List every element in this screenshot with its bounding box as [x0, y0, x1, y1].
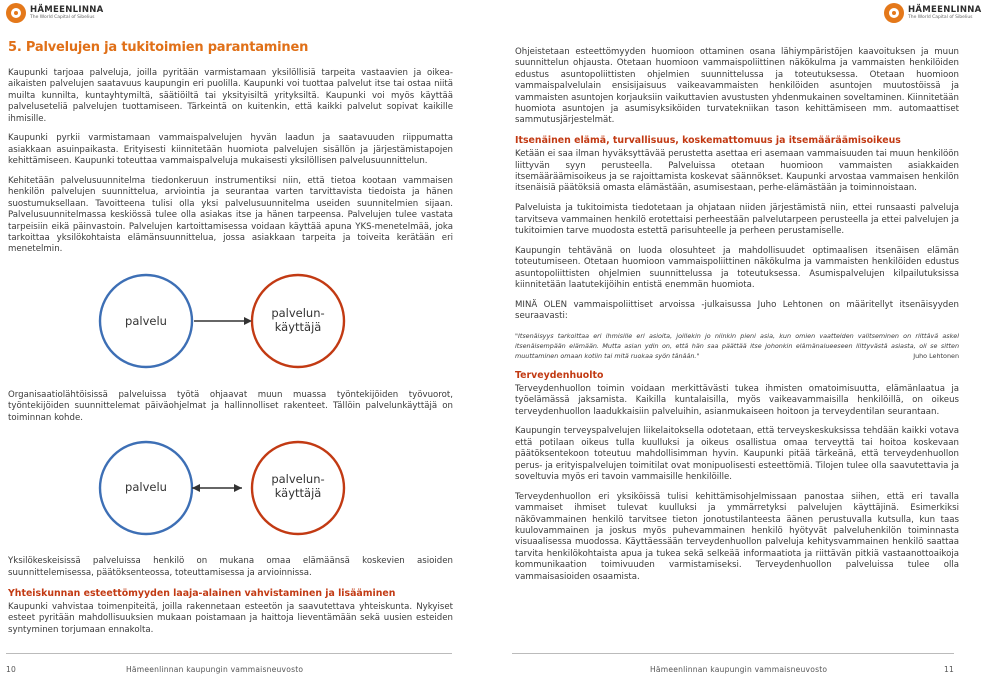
quote-block	[515, 331, 959, 361]
logo-tagline: The World Capital of Sibelius	[30, 14, 95, 20]
footer-title-right: Hämeenlinnan kaupungin vammaisneuvosto	[650, 665, 828, 674]
paragraph: Kehitetään palvelusuunnitelma tiedonkeruun instrumentiksi niin, että tietoa kootaan vammaisen henkilön palvelujen suunnittelua, arviointia ja seurantaa varten tarvittavista tiedoista ja hänen suostumuksellaan. Tavoitteena tulisi olla yksi palvelusuunnitelma useiden suunnitelmien sijaan. Palvelusuunnitelmassa keskiössä tulee olla asiakas itse ja hänen tarpeensa. Palvelujen tulee vastata tarpeisiin eikä päinvastoin. Palvelujen kartoittamisessa voidaan käyttää apuna YKS-menetelmää, joka tarkoittaa yksilökohtaista elämänsuunnittelua, jossa asiakkaan tarpeita ja toiveita kerätään eri menetelmin.	[8, 176, 453, 255]
diagram-svg	[8, 432, 453, 552]
node-label-user-line1: palvelun-	[271, 305, 325, 320]
logo-right	[884, 3, 982, 23]
paragraph: Terveydenhuollon toimin voidaan merkittävästi tukea ihmisten omatoimisuutta, elämänlaatua ja työelämässä jaksamista. Kaikilla kuntalaisilla, myös vaikeavammaisilla henkilöillä, on oikeus terveydenhuollon laadukkaisiin palveluihin, asianmukaiseen hoitoon ja terveydentilan seurantaan.	[515, 383, 959, 417]
paragraph: Kaupunki vahvistaa toimenpiteitä, joilla rakennetaan esteetön ja saavutettava yhteiskunta. Nykyiset esteet pyritään mahdollisuuksien mukaan poistamaan ja haittoja lieventämään sekä uusien esteiden syntyminen torjumaan ennakolta.	[8, 601, 453, 635]
quote-author: Juho Lehtonen	[913, 351, 959, 360]
section-heading: Yhteiskunnan esteettömyyden laaja-alainen vahvistaminen ja lisääminen	[8, 587, 396, 599]
right-column	[515, 47, 959, 591]
sun-logo-icon	[6, 3, 26, 23]
node-label-palvelu: palvelu	[125, 480, 167, 495]
paragraph: Kaupungin terveyspalvelujen liikelaitoksella odotetaan, että terveyskeskuksissa tehdään kaikki votava että potilaan oikeus tulla kuulluksi ja oikeus osallistua omaa terveyttä tai hoitoa koskevaan päätöksentekoon toteutuu mahdollisimman hyvin. Kaupunki pitää tärkeänä, että terveydenhuollon perus- ja erityispalvelujen toimitilat ovat monipuolisesti esteettömiä. Tilojen tulee olla saavutettavia ja soveltuvia myös eri tavoin vammaisille henkilöille.	[515, 426, 959, 482]
logo-name: HÄMEENLINNA	[30, 4, 104, 15]
page-number-right: 11	[944, 665, 955, 674]
footer-divider	[512, 653, 954, 654]
person-centred-diagram	[8, 432, 453, 552]
node-label-palvelu: palvelu	[125, 313, 167, 328]
paragraph: Terveydenhuollon eri yksiköissä tulisi kehittämisohjelmissaan panostaa siihen, että eri tavalla vammaiset ihmiset tulevat kuulluksi ja ymmärretyksi palvelujen käyttäjinä. Esimerkiksi näkövammainen henkilö tarvitsee tieton jonotustilanteesta äänen perustuvalla kutsulla, kun taas kuulovammainen ja joskus myös puhevammainen henkilö hyötyvät palveluhenkilön toiminnasta visuaalisessa muodossa. Käyttäessään terveydenhuollon palveluja kehitysvammainen henkilö saattaa tarvita henkilökohtaista apua ja tukea sekä selkeää informaatiota ja riittävän pitkiä vastaanottoaikoja kommunikaation toimivuuden varmistamiseksi. Terveydenhuollon palveluissa tulee olla vammaisasioiden osaamista.	[515, 491, 959, 582]
logo-left	[6, 3, 104, 23]
footer-divider	[6, 653, 452, 654]
paragraph: Ohjeistetaan esteettömyyden huomioon ottaminen osana lähiympäristöjen kaavoituksen ja muun suunnittelun ohjausta. Otetaan huomioon vammaispoliittinen näkökulma ja vammaisten henkilöiden edustus asuntopoliittisten ohjelmien suunnittelussa ja toteutuksessa. Otetaan huomioon vammaispalvelulain ensisijaisuus vaikeavammaisten henkilöiden asuntojen muutostöissä ja vammaisten asuntojen korjauksiin vaikuttavien avustusten yhdenmukainen soveltaminen. Kiinnitetään huomiota asuntojen ja asumisyksiköiden turvatekniikan tason kehittämiseen mm. automaattiset sammutusjärjestelmät.	[515, 47, 959, 126]
node-label-user-line2: käyttäjä	[274, 486, 322, 501]
paragraph: Palveluista ja tukitoimista tiedotetaan ja ohjataan niiden järjestämistä niin, ettei runsaasti palveluja tarvitseva vammainen henkilö erotettaisi perheestään palvelutarpeen perusteella ja ettei palvelujen ja tukitoimien tarve muodosta estettä parisuhteelle ja perheen perustamiselle.	[515, 203, 959, 237]
diagram-svg	[8, 266, 453, 386]
quote-text: "Itsenäisyys tarkoittaa eri ihmisille eri asioita, joillekin jo niinkin pieni asia, kun omien vaatteiden valitseminen on riittävä askel itsenäisempään elämään. Mutta asian ydin on, että hän saa päättää itse johonkin elämänalueeseen liittyvästä asiasta, oli se sitten muuttaminen omaan kotiin tai mitä ruokaa syön tänään."	[515, 331, 959, 360]
section-heading: Terveydenhuolto	[515, 369, 604, 381]
section-heading: Itsenäinen elämä, turvallisuus, koskemattomuus ja itsemääräämisoikeus	[515, 135, 901, 147]
paragraph: Kaupunki tarjoaa palveluja, joilla pyritään varmistamaan yksilöllisiä tarpeita vastaavien ja oikea-aikaisten palvelujen saatavuus kaupungin eri puolilla. Kaupunki voi tuottaa palvelut itse tai ostaa niitä muilta kunnilta, kuntayhtymiltä, säätiöiltä tai yksityisiltä yrityksiltä. Kaupunki voi myös käyttää palveluseteliä palvelujen tuottamiseen. Tärkeintä on kuitenkin, että kaikki palvelut sopivat kaikille ihmisille.	[8, 68, 453, 124]
page-footer	[0, 653, 960, 686]
paragraph: MINÄ OLEN vammaispoliittiset arvoissa -julkaisussa Juho Lehtonen on määritellyt itsenäisyyden seuraavasti:	[515, 299, 959, 322]
paragraph: Yksilökeskeisissä palveluissa henkilö on mukana omaa elämäänsä koskevien asioiden suunnittelemisessa, päätöksenteossa, toteuttamisessa ja arvioinnissa.	[8, 556, 453, 578]
paragraph: Kaupungin tehtävänä on luoda olosuhteet ja mahdollisuudet optimaalisen itsenäisen elämän toteutumiseen. Otetaan huomioon vammaispoliittinen näkökulma ja vammaisten henkilöiden edustus asuntopoliittisten ohjelmien suunnittelussa ja toteutuksessa. Asumispalvelujen kilpailutuksissa kiinnitetään laatutekijöihin entistä enemmän huomiota.	[515, 245, 959, 291]
left-column	[8, 40, 453, 644]
organisation-centred-diagram	[8, 266, 453, 386]
logo-name: HÄMEENLINNA	[908, 4, 982, 15]
logo-tagline: The World Capital of Sibelius	[908, 14, 973, 20]
paragraph: Ketään ei saa ilman hyväksyttävää perustetta asettaa eri asemaan vammaisuuden tai muun henkilöön liittyvän syyn perusteella. Palveluissa otetaan huomioon vammaisten asiakkaiden itsemääräämisoikeus ja se rajoittamista koskevat säännökset. Kaupunki arvostaa vammaisen henkilön itsenäisiä päätöksiä omasta elämästään, asumisestaan, perhe-elämästään ja toiminnoistaan.	[515, 149, 959, 194]
sun-logo-icon	[884, 3, 904, 23]
node-label-user-line2: käyttäjä	[274, 319, 322, 334]
paragraph: Organisaatiolähtöisissä palveluissa työtä ohjaavat muun muassa työntekijöiden työvuorot, työntekijöiden suunnittelemat päiväohjelmat ja hallinnolliset rakenteet. Tällöin palvelunkäyttäjä on toiminnan kohde.	[8, 389, 453, 423]
footer-title-left: Hämeenlinnan kaupungin vammaisneuvosto	[126, 665, 304, 674]
page-title: 5. Palvelujen ja tukitoimien parantaminen	[8, 40, 309, 55]
paragraph: Kaupunki pyrkii varmistamaan vammaispalvelujen hyvän laadun ja saatavuuden riippumatta asiakkaan asuinpaikasta. Erityisesti kiinnitetään huomiota palvelujen sisällön ja järjestämistapojen kehittämiseen. Kaupunki toteuttaa vammaispalveluja mukaisesti yksilöllisen palvelusuunnittelun.	[8, 133, 453, 167]
page-number-left: 10	[6, 665, 17, 674]
node-label-user-line1: palvelun-	[271, 472, 325, 487]
